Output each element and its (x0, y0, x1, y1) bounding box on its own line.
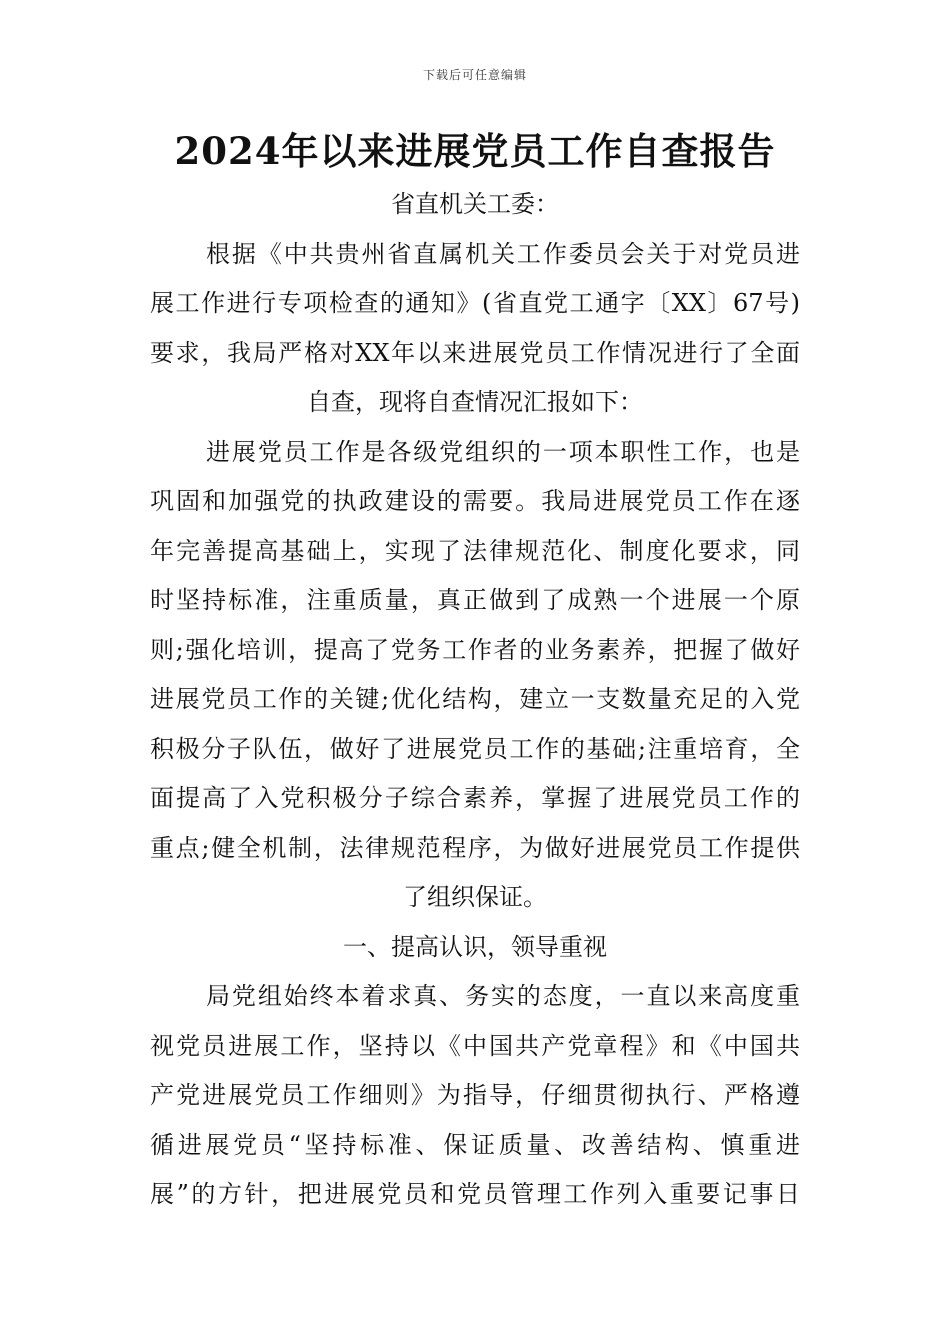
body-line: 根据《中共贵州省直属机关工作委员会关于对党员进 (206, 239, 800, 268)
body-line: 进展党员工作是各级党组织的一项本职性工作，也是 (206, 437, 800, 466)
document-body (150, 180, 800, 1220)
body-line: 了组织保证。 (403, 883, 547, 911)
body-line: 展工作进行专项检查的通知》(省直党工通字〔XX〕67号) (150, 289, 800, 317)
body-line: 省直机关工委： (391, 190, 559, 218)
document-title: 2024年以来进展党员工作自查报告 (174, 129, 776, 173)
body-line: 产党进展党员工作细则》为指导，仔细贯彻执行、严格遵 (150, 1081, 800, 1109)
body-line: 要求，我局严格对XX年以来进展党员工作情况进行了全面 (150, 338, 800, 367)
body-line: 一、提高认识，领导重视 (343, 932, 607, 961)
body-line: 面提高了入党积极分子综合素养，掌握了进展党员工作的 (150, 784, 800, 812)
body-line: 进展党员工作的关键;优化结构，建立一支数量充足的入党 (150, 685, 800, 713)
body-line: 重点;健全机制，法律规范程序，为做好进展党员工作提供 (150, 833, 800, 862)
body-line: 视党员进展工作，坚持以《中国共产党章程》和《中国共 (150, 1031, 800, 1060)
body-line: 则;强化培训，提高了党务工作者的业务素养，把握了做好 (150, 635, 800, 664)
body-line: 循进展党员“坚持标准、保证质量、改善结构、慎重进 (150, 1130, 800, 1159)
body-line: 自查，现将自查情况汇报如下： (307, 388, 643, 416)
body-line: 展”的方针，把进展党员和党员管理工作列入重要记事日 (150, 1180, 800, 1208)
body-line: 巩固和加强党的执政建设的需要。我局进展党员工作在逐 (150, 487, 800, 515)
body-line: 年完善提高基础上，实现了法律规范化、制度化要求，同 (150, 536, 800, 565)
body-line: 时坚持标准，注重质量，真正做到了成熟一个进展一个原 (150, 586, 800, 614)
body-line: 积极分子队伍，做好了进展党员工作的基础;注重培育，全 (150, 734, 800, 763)
body-line: 局党组始终本着求真、务实的态度，一直以来高度重 (206, 982, 800, 1010)
header-note: 下载后可任意编辑 (422, 68, 527, 82)
